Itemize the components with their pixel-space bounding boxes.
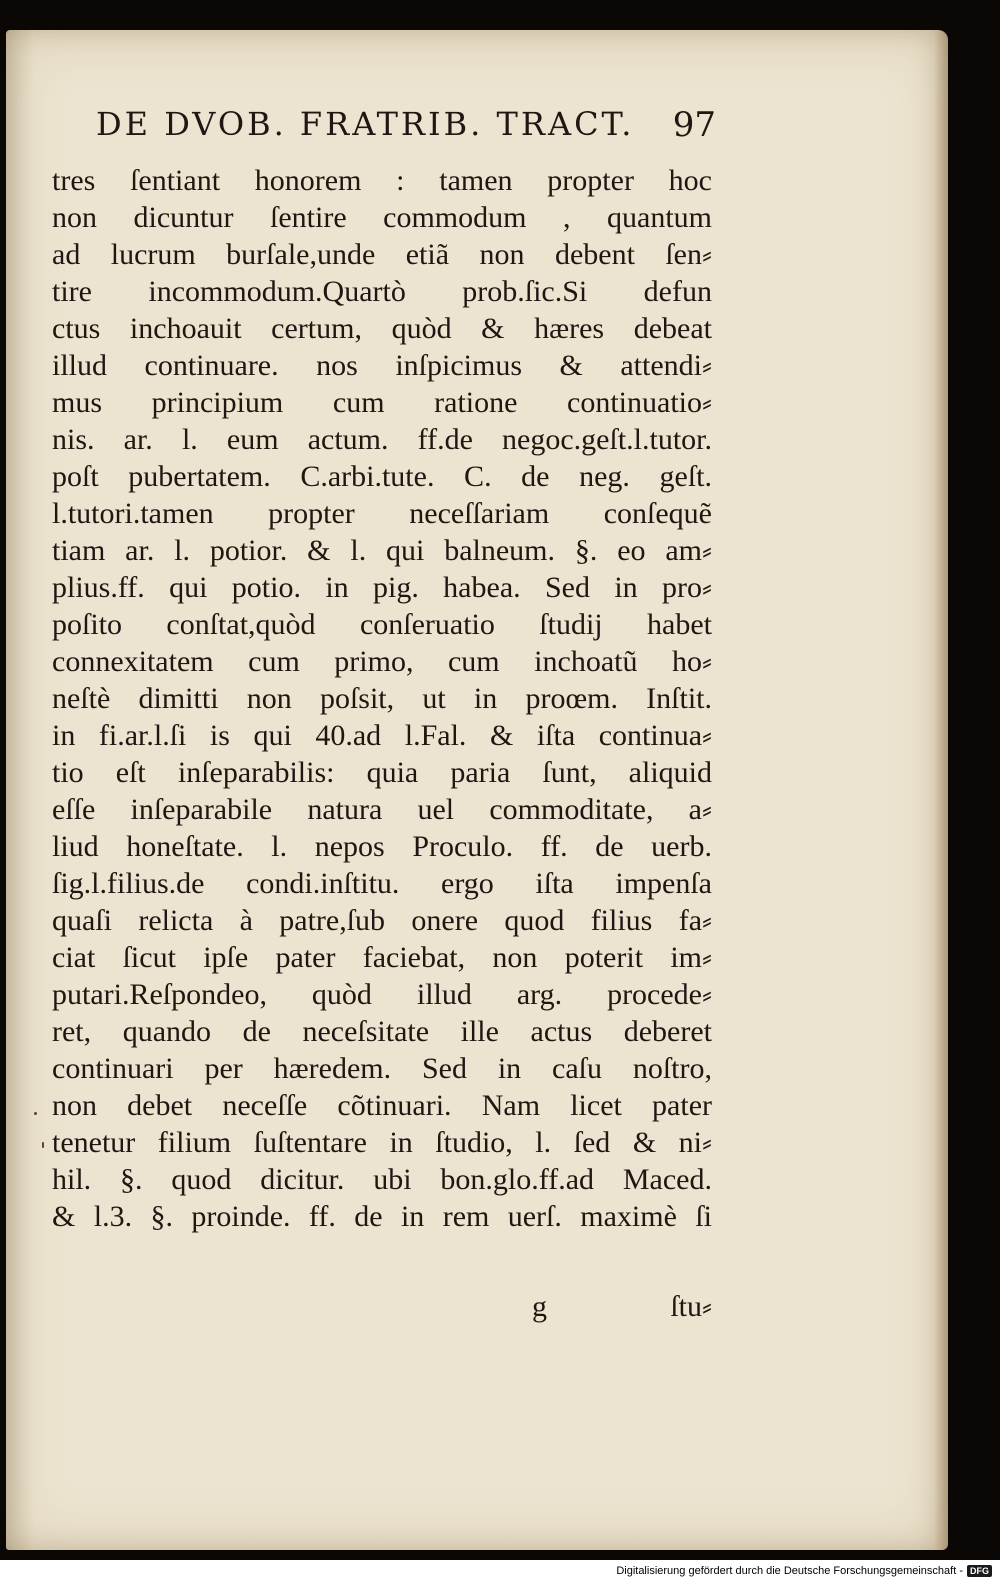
margin-speck	[34, 1112, 37, 1115]
text-line: tire incommodum.Quartò prob.ſic.Si defun	[52, 275, 712, 308]
text-line: ad lucrum burſale,unde etiã non debent ſen⸗	[52, 238, 712, 271]
text-line: nis. ar. l. eum actum. ff.de negoc.geſt.l.tutor.	[52, 423, 712, 456]
text-line: continuari per hæredem. Sed in caſu noſtro,	[52, 1052, 712, 1085]
text-line: tenetur filium ſuſtentare in ſtudio, l. ſed & ni⸗	[52, 1126, 712, 1159]
gutter-shadow	[6, 30, 34, 1550]
text-line: ctus inchoauit certum, quòd & hæres debeat	[52, 312, 712, 345]
text-line: tio eſt inſeparabilis: quia paria ſunt, aliquid	[52, 756, 712, 789]
text-line: neſtè dimitti non poſsit, ut in proœm. Inſtit.	[52, 682, 712, 715]
text-line: illud continuare. nos inſpicimus & attendi⸗	[52, 349, 712, 382]
text-line: tres ſentiant honorem : tamen propter hoc	[52, 164, 712, 197]
text-line: eſſe inſeparabile natura uel commoditate, a⸗	[52, 793, 712, 826]
text-line: in fi.ar.l.ſi is qui 40.ad l.Fal. & iſta continua⸗	[52, 719, 712, 752]
text-line: liud honeſtate. l. nepos Proculo. ff. de uerb.	[52, 830, 712, 863]
text-line: connexitatem cum primo, cum inchoatũ ho⸗	[52, 645, 712, 678]
page-number: 97	[672, 105, 716, 145]
text-line: l.tutori.tamen propter neceſſariam conſequẽ	[52, 497, 712, 530]
catchword: ſtu⸗	[670, 1290, 712, 1323]
text-line: ret, quando de neceſsitate ille actus deberet	[52, 1015, 712, 1048]
text-line: hil. §. quod dicitur. ubi bon.glo.ff.ad Maced.	[52, 1163, 712, 1196]
body-text	[52, 162, 712, 1235]
page-edge	[934, 30, 948, 1550]
text-line: non debet neceſſe cõtinuari. Nam licet pater	[52, 1089, 712, 1122]
digitization-credit	[616, 1562, 992, 1580]
text-line: & l.3. §. proinde. ff. de in rem uerſ. maximè ſi	[52, 1200, 712, 1233]
text-line: quaſi relicta à patre,ſub onere quod filius fa⸗	[52, 904, 712, 937]
text-line: poſito conſtat,quòd conſeruatio ſtudij habet	[52, 608, 712, 641]
text-line: ciat ſicut ipſe pater faciebat, non poterit im⸗	[52, 941, 712, 974]
text-line: mus principium cum ratione continuatio⸗	[52, 386, 712, 419]
text-line: non dicuntur ſentire commodum , quantum	[52, 201, 712, 234]
text-line: putari.Reſpondeo, quòd illud arg. procede⸗	[52, 978, 712, 1011]
text-line: poſt pubertatem. C.arbi.tute. C. de neg. geſt.	[52, 460, 712, 493]
credit-text: Digitalisierung gefördert durch die Deutsche Forschungsgemeinschaft -	[616, 1565, 963, 1577]
dfg-logo-icon: DFG	[967, 1565, 992, 1577]
margin-speck	[42, 1142, 44, 1148]
page-footer	[52, 1290, 712, 1330]
running-head: DE DVOB. FRATRIB. TRACT.	[96, 105, 635, 143]
signature-mark: g	[532, 1290, 547, 1323]
text-line: ſig.l.filius.de condi.inſtitu. ergo iſta impenſa	[52, 867, 712, 900]
page-header	[96, 95, 716, 155]
text-line: plius.ff. qui potio. in pig. habea. Sed in pro⸗	[52, 571, 712, 604]
text-line: tiam ar. l. potior. & l. qui balneum. §. eo am⸗	[52, 534, 712, 567]
